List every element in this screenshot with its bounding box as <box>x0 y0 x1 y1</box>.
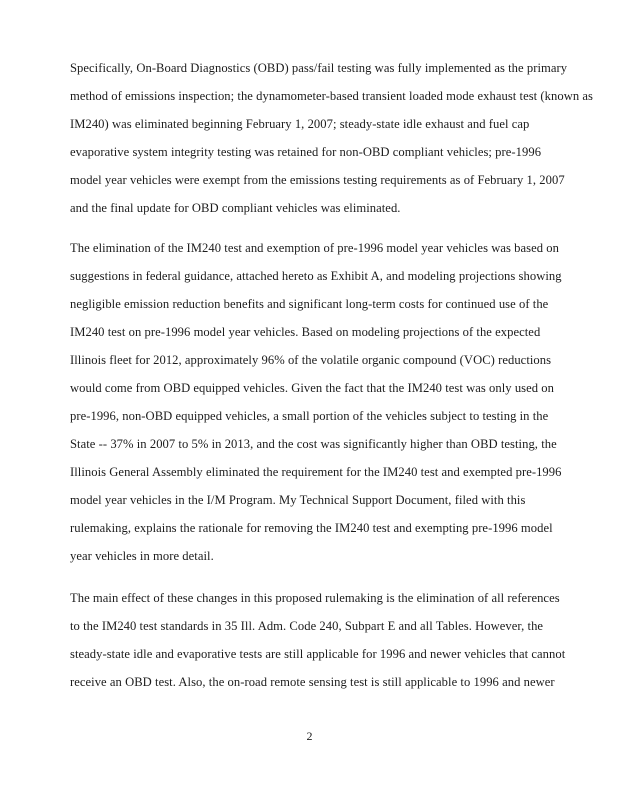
paragraph-1-line-1: Specifically, On-Board Diagnostics (OBD) pass/fail testing was fully implemented as the primary <box>70 61 568 75</box>
paragraph-3-line-2: to the IM240 test standards in 35 Ill. Adm. Code 240, Subpart E and all Tables. However, the <box>70 619 544 633</box>
paragraph-1-line-2: method of emissions inspection; the dynamometer-based transient loaded mode exhaust test (known as <box>70 89 593 103</box>
paragraph-2-line-7: pre-1996, non-OBD equipped vehicles, a small portion of the vehicles subject to testing in the <box>70 409 549 423</box>
paragraph-3-line-3: steady-state idle and evaporative tests are still applicable for 1996 and newer vehicles that cannot <box>70 647 566 661</box>
paragraph-3-line-1: The main effect of these changes in this proposed rulemaking is the elimination of all references <box>70 591 560 605</box>
paragraph-2-line-11: rulemaking, explains the rationale for removing the IM240 test and exempting pre-1996 model <box>70 521 553 535</box>
paragraph-3-line-4: receive an OBD test. Also, the on-road remote sensing test is still applicable to 1996 and newer <box>70 675 555 689</box>
paragraph-2-line-10: model year vehicles in the I/M Program. My Technical Support Document, filed with this <box>70 493 526 507</box>
paragraph-2-line-6: would come from OBD equipped vehicles. Given the fact that the IM240 test was only used on <box>70 381 555 395</box>
paragraph-2-line-8: State -- 37% in 2007 to 5% in 2013, and the cost was significantly higher than OBD testing, the <box>70 437 557 451</box>
page-number: 2 <box>306 729 313 743</box>
paragraph-2-line-2: suggestions in federal guidance, attached hereto as Exhibit A, and modeling projections showing <box>70 269 562 283</box>
paragraph-1-line-4: evaporative system integrity testing was retained for non-OBD compliant vehicles; pre-1996 <box>70 145 542 159</box>
paragraph-2-line-9: Illinois General Assembly eliminated the requirement for the IM240 test and exempted pre-1996 <box>70 465 562 479</box>
paragraph-2-line-1: The elimination of the IM240 test and exemption of pre-1996 model year vehicles was based on <box>70 241 559 255</box>
paragraph-2-line-4: IM240 test on pre-1996 model year vehicles. Based on modeling projections of the expected <box>70 325 541 339</box>
paragraph-1-line-3: IM240) was eliminated beginning February 1, 2007; steady-state idle exhaust and fuel cap <box>70 117 530 131</box>
paragraph-2-line-3: negligible emission reduction benefits and significant long-term costs for continued use of the <box>70 297 549 311</box>
paragraph-2-line-12: year vehicles in more detail. <box>70 549 214 563</box>
paragraph-1-line-6: and the final update for OBD compliant vehicles was eliminated. <box>70 201 401 215</box>
paragraph-1-line-5: model year vehicles were exempt from the emissions testing requirements as of February 1, 2007 <box>70 173 565 187</box>
paragraph-2-line-5: Illinois fleet for 2012, approximately 96% of the volatile organic compound (VOC) reductions <box>70 353 552 367</box>
